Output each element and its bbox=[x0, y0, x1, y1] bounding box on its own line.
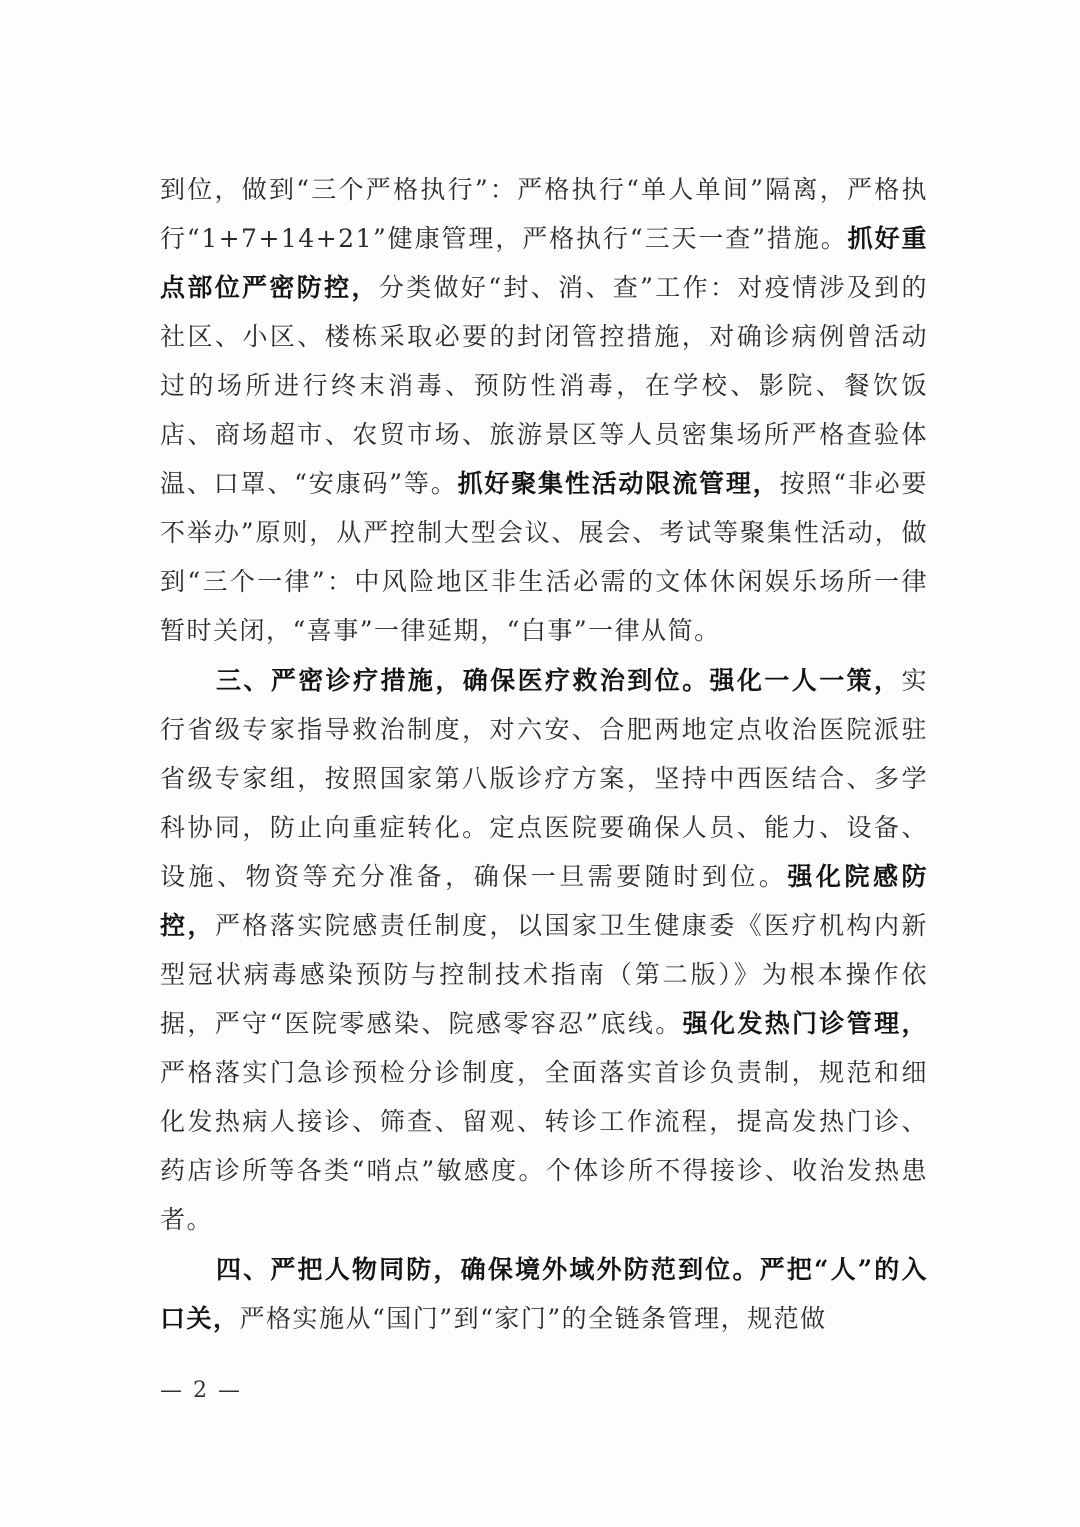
page-number: — 2 — bbox=[160, 1378, 242, 1403]
paragraph-continuation bbox=[160, 165, 928, 655]
paragraph-section-three bbox=[160, 656, 928, 1244]
bold-lead-phrase: 严把“人”的入口关， bbox=[160, 1255, 928, 1333]
bold-lead-phrase: 抓好聚集性活动限流管理， bbox=[457, 469, 780, 498]
text-segment: 分类做好“封、消、查”工作：对疫情涉及到的社区、小区、楼栋采取必要的封闭管控措施，对确诊病例曾活动过的场所进行终末消毒、预防性消毒，在学校、影院、餐饮饭店、商场超市、农贸市场、旅游景区等人员密集场所严格查验体温、口罩、“安康码”等。 bbox=[160, 273, 928, 498]
text-segment: 按照“非必要不举办”原则，从严控制大型会议、展会、考试等聚集性活动，做到“三个一律”：中风险地区非生活必需的文体休闲娱乐场所一律暂时关闭，“喜事”一律延期，“白事”一律从简。 bbox=[160, 469, 929, 645]
bold-lead-phrase: 抓好重点部位严密防控， bbox=[160, 224, 928, 302]
section-heading: 四、严把人物同防，确保境外域外防范到位。 bbox=[216, 1255, 760, 1284]
paragraph-section-four bbox=[160, 1245, 928, 1343]
bold-lead-phrase: 强化院感防控， bbox=[160, 862, 928, 940]
section-heading: 三、严密诊疗措施，确保医疗救治到位。 bbox=[216, 666, 710, 695]
bold-lead-phrase: 强化一人一策， bbox=[709, 666, 902, 695]
text-segment: 严格落实门急诊预检分诊制度，全面落实首诊负责制，规范和细化发热病人接诊、筛查、留观、转诊工作流程，提高发热门诊、药店诊所等各类“哨点”敏感度。个体诊所不得接诊、收治发热患者。 bbox=[160, 1058, 928, 1234]
bold-lead-phrase: 强化发热门诊管理， bbox=[682, 1009, 928, 1038]
text-segment: 到位，做到“三个严格执行”：严格执行“单人单间”隔离，严格执行“1+7+14+21”健康管理，严格执行“三天一查”措施。 bbox=[160, 175, 928, 253]
text-segment: 实行省级专家指导救治制度，对六安、合肥两地定点收治医院派驻省级专家组，按照国家第八版诊疗方案，坚持中西医结合、多学科协同，防止向重症转化。定点医院要确保人员、能力、设备、设施、物资等充分准备，确保一旦需要随时到位。 bbox=[160, 666, 928, 891]
text-segment: 严格落实院感责任制度，以国家卫生健康委《医疗机构内新型冠状病毒感染预防与控制技术指南（第二版）》为根本操作依据，严守“医院零感染、院感零容忍”底线。 bbox=[160, 911, 928, 1038]
text-segment: 严格实施从“国门”到“家门”的全链条管理，规范做 bbox=[239, 1304, 827, 1333]
document-body bbox=[160, 165, 928, 1343]
